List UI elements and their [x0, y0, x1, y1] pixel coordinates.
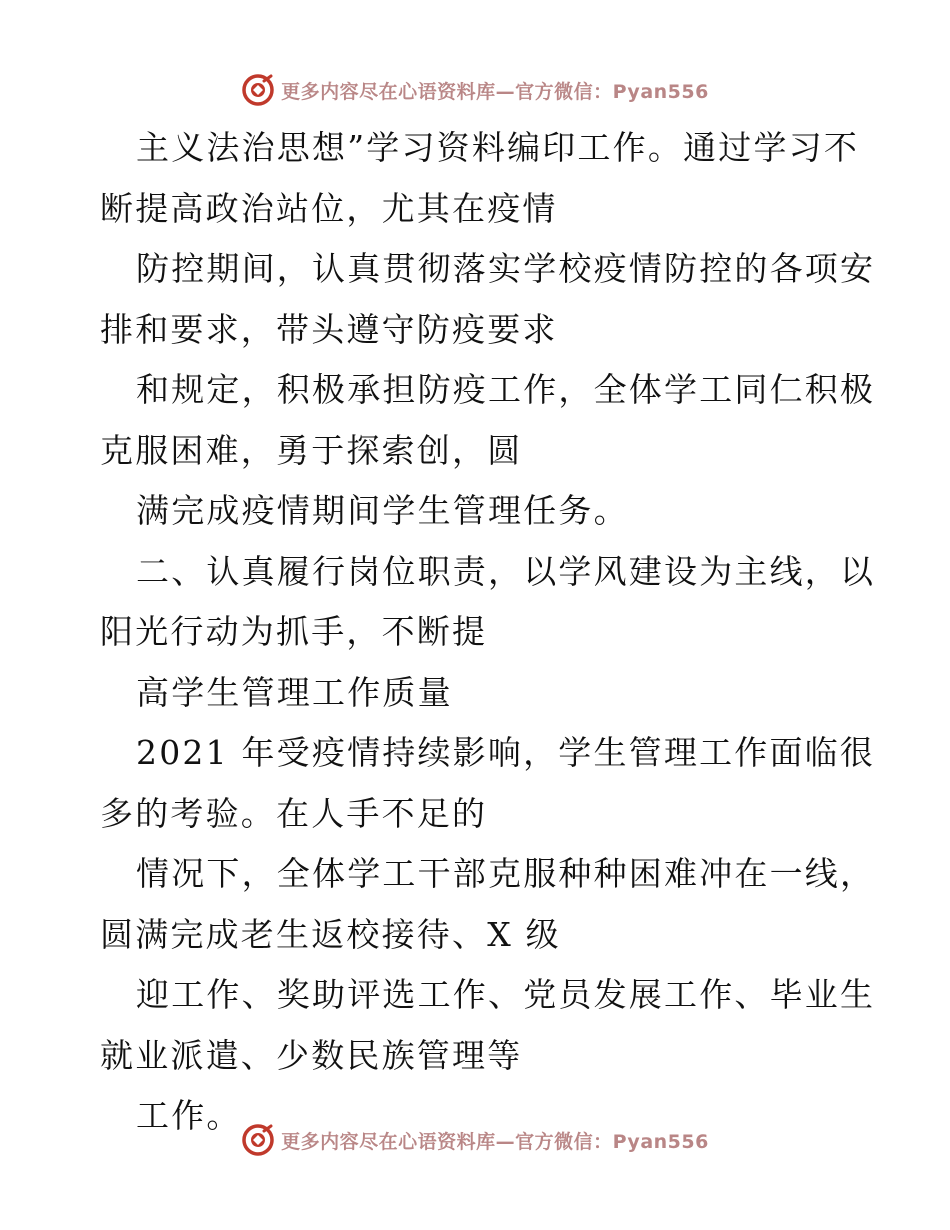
header-banner — [0, 70, 950, 110]
text-line: 工作。 — [136, 1096, 242, 1135]
section-heading-line: 高学生管理工作质量 — [136, 672, 453, 712]
text-line: 满完成疫情期间学生管理任务。 — [136, 491, 629, 530]
text-line: 和规定，积极承担防疫工作，全体学工同仁积极 — [136, 370, 876, 409]
text-line: 排和要求，带头遵守防疫要求 — [100, 309, 558, 349]
section-heading-line: 二、认真履行岗位职责，以学风建设为主线，以 — [136, 551, 876, 591]
footer-banner — [0, 1120, 950, 1160]
text-line: 就业派遣、少数民族管理等 — [100, 1035, 523, 1075]
section-heading-line: 阳光行动为抓手，不断提 — [100, 612, 488, 651]
text-line: 2021 年受疫情持续影响，学生管理工作面临很 — [136, 733, 876, 772]
text-line: 克服困难，勇于探索创，圆 — [100, 430, 523, 470]
text-line: 断提高政治站位，尤其在疫情 — [100, 188, 558, 228]
red-circular-logo-icon — [241, 1123, 275, 1157]
text-line: 多的考验。在人手不足的 — [100, 793, 488, 833]
text-line: 防控期间，认真贯彻落实学校疫情防控的各项安 — [136, 249, 876, 288]
text-line: 迎工作、奖助评选工作、党员发展工作、毕业生 — [136, 975, 876, 1014]
text-line: 主义法治思想”学习资料编印工作。通过学习不 — [136, 128, 860, 167]
text-line: 圆满完成老生返校接待、X 级 — [100, 914, 561, 954]
footer-banner-text: 更多内容尽在心语资料库—官方微信：Pyan556 — [281, 1130, 709, 1153]
text-line: 情况下，全体学工干部克服种种困难冲在一线， — [136, 854, 876, 893]
red-circular-logo-icon — [241, 73, 275, 107]
header-banner-text: 更多内容尽在心语资料库—官方微信：Pyan556 — [281, 80, 709, 103]
document-body — [100, 118, 876, 1147]
